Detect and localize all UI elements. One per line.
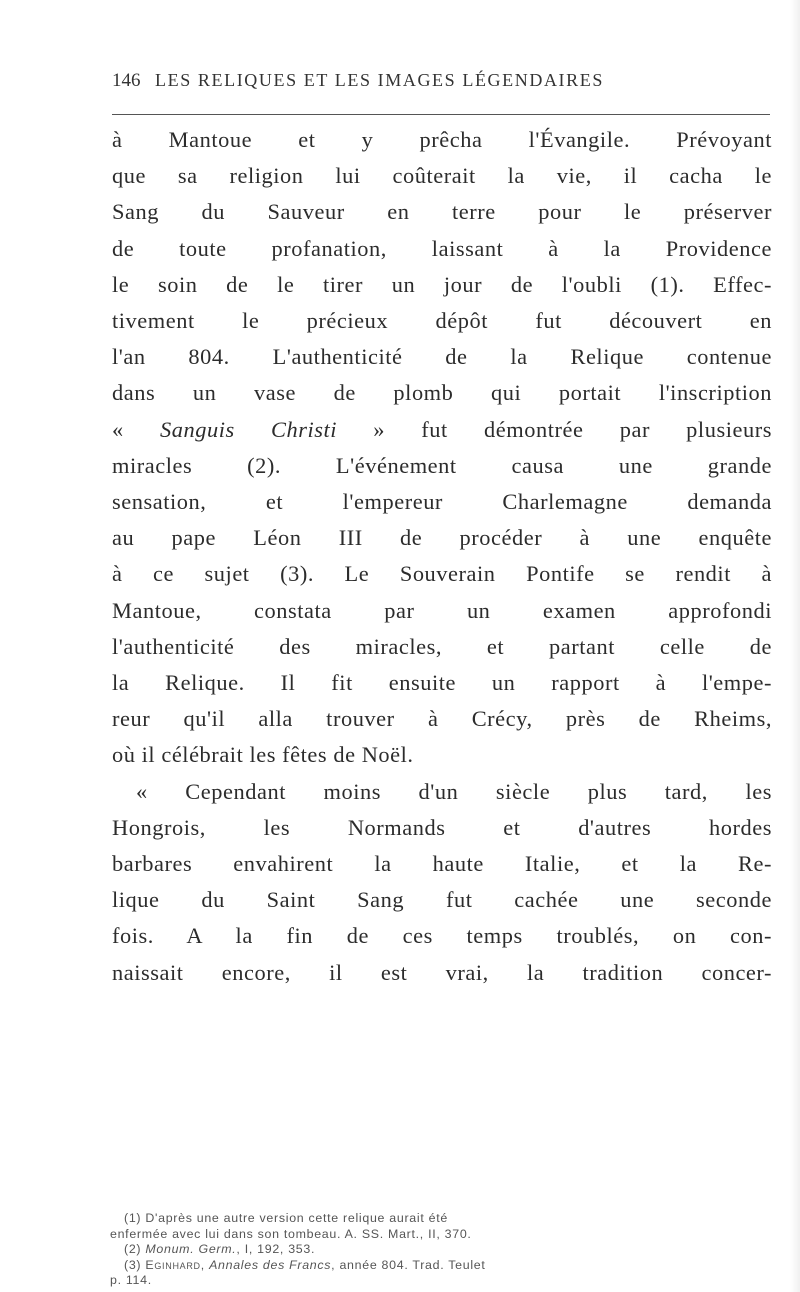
footnote-3	[110, 1258, 772, 1274]
text-line: à ce sujet (3). Le Souverain Pontife se rendit à	[112, 561, 772, 587]
text-line: Sang du Sauveur en terre pour le préserver	[112, 199, 772, 225]
text-line: dans un vase de plomb qui portait l'inscription	[112, 380, 772, 406]
page-number: 146	[112, 70, 141, 91]
footnote-marker: (2)	[124, 1242, 146, 1257]
inscription-sanguis-christi: Sanguis Christi	[159, 416, 338, 442]
text-line: que sa religion lui coûterait la vie, il cacha le	[112, 163, 772, 189]
text-line: barbares envahirent la haute Italie, et la Re-	[112, 851, 772, 877]
text-line: où il célébrait les fêtes de Noël.	[112, 742, 414, 768]
text-line: à Mantoue et y prêcha l'Évangile. Prévoyant	[112, 127, 772, 152]
running-title: LES RELIQUES ET LES IMAGES LÉGENDAIRES	[155, 70, 604, 90]
text-line: reur qu'il alla trouver à Crécy, près de Rheims,	[112, 706, 772, 732]
text-fragment: » fut démontrée par plusieurs	[337, 416, 772, 442]
footnote-separator: ,	[200, 1257, 210, 1272]
footnote-reference: , I, 192, 353.	[236, 1242, 316, 1257]
page-edge-shadow	[790, 0, 800, 1292]
text-line: tivement le précieux dépôt fut découvert en	[112, 308, 772, 334]
text-line: naissait encore, il est vrai, la tradition concer-	[112, 959, 772, 985]
open-quote: «	[112, 416, 160, 442]
footnote-marker: (3)	[124, 1257, 146, 1272]
text-line: fois. A la fin de ces temps troublés, on con-	[112, 923, 772, 949]
text-line: le soin de le tirer un jour de l'oubli (1). Effec-	[112, 271, 772, 297]
footnote-3-continued: p. 114.	[110, 1273, 152, 1288]
text-line: Hongrois, les Normands et d'autres hordes	[112, 814, 772, 840]
text-line: Mantoue, constata par un examen approfondi	[112, 597, 772, 623]
footnotes	[110, 1211, 772, 1289]
text-line: miracles (2). L'événement causa une grande	[112, 452, 772, 478]
text-line-inscription	[112, 412, 772, 448]
text-line: au pape Léon III de procéder à une enquête	[112, 525, 772, 551]
text-line: sensation, et l'empereur Charlemagne demanda	[112, 489, 772, 515]
text-line: l'authenticité des miracles, et partant celle de	[112, 633, 772, 659]
text-line: de toute profanation, laissant à la Providence	[112, 235, 772, 261]
text-line: lique du Saint Sang fut cachée une seconde	[112, 887, 772, 913]
footnote-reference: , année 804. Trad. Teulet	[331, 1257, 486, 1272]
footnote-source-title: Monum. Germ.	[145, 1242, 237, 1257]
footnote-author: Eginhard	[145, 1257, 201, 1272]
header-rule	[112, 114, 770, 115]
text-line: « Cependant moins d'un siècle plus tard, les	[136, 778, 772, 804]
text-line: l'an 804. L'authenticité de la Relique contenue	[112, 344, 772, 370]
footnote-2	[110, 1242, 772, 1258]
footnote-1-continued: enfermée avec lui dans son tombeau. A. SS. Mart., II, 370.	[110, 1226, 472, 1241]
footnote-1: (1) D'après une autre version cette relique aurait été	[124, 1211, 448, 1225]
text-line: la Relique. Il fit ensuite un rapport à l'empe-	[112, 670, 772, 696]
page-header	[112, 70, 772, 102]
footnote-source-title: Annales des Francs	[209, 1257, 332, 1272]
body-text	[112, 122, 772, 991]
